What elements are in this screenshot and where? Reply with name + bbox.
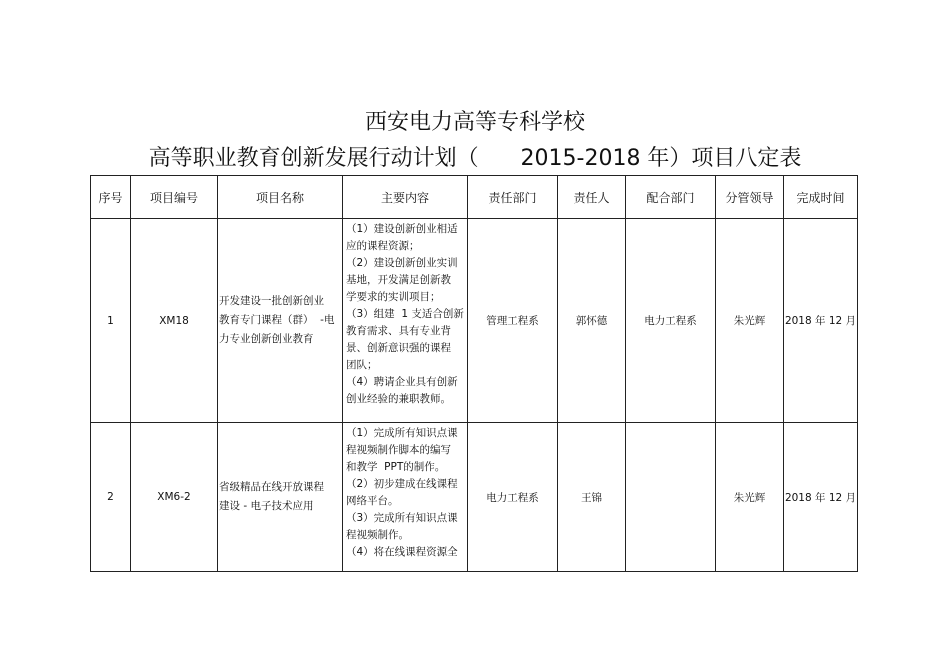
cell-code: XM6-2	[131, 423, 218, 572]
header-leader: 分管领导	[716, 176, 784, 219]
content-line: 应的课程资源；	[346, 240, 420, 252]
project-table	[90, 175, 858, 572]
content-line: （3）组建 1 支适合创新	[346, 308, 464, 320]
content-line: 程视频制作脚本的编写	[346, 444, 451, 456]
cell-content	[343, 423, 468, 572]
cell-name	[218, 423, 343, 572]
name-line: 力专业创新创业教育	[219, 333, 314, 345]
name-line: 开发建设一批创新创业	[219, 295, 324, 307]
table-header-row	[91, 176, 858, 219]
content-line: （1）建设创新创业相适	[346, 223, 458, 235]
cell-owner: 王锦	[558, 423, 626, 572]
header-coop: 配合部门	[626, 176, 716, 219]
cell-dept: 电力工程系	[468, 423, 558, 572]
content-line: 学要求的实训项目；	[346, 291, 441, 303]
content-line: 团队；	[346, 359, 378, 371]
cell-name	[218, 219, 343, 423]
cell-owner: 郭怀德	[558, 219, 626, 423]
content-line: 创业经验的兼职教师。	[346, 393, 451, 405]
header-seq: 序号	[91, 176, 131, 219]
header-code: 项目编号	[131, 176, 218, 219]
cell-dept: 管理工程系	[468, 219, 558, 423]
header-dept: 责任部门	[468, 176, 558, 219]
header-content: 主要内容	[343, 176, 468, 219]
table-row	[91, 219, 858, 423]
cell-seq: 1	[91, 219, 131, 423]
content-line: （4）将在线课程资源全	[346, 546, 458, 558]
cell-content	[343, 219, 468, 423]
content-line: （3）完成所有知识点课	[346, 512, 458, 524]
content-line: 教育需求、具有专业背	[346, 325, 451, 337]
cell-leader: 朱光辉	[716, 219, 784, 423]
content-line: （1）完成所有知识点课	[346, 427, 458, 439]
content-line: 和教学 PPT的制作。	[346, 461, 446, 473]
cell-coop: 电力工程系	[626, 219, 716, 423]
document-subtitle: 高等职业教育创新发展行动计划（ 2015-2018 年）项目八定表	[148, 146, 802, 171]
header-deadline: 完成时间	[784, 176, 858, 219]
table-row	[91, 423, 858, 572]
content-line: 景、创新意识强的课程	[346, 342, 451, 354]
content-line: 网络平台。	[346, 495, 399, 507]
content-line: （2）建设创新创业实训	[346, 257, 458, 269]
cell-deadline: 2018 年 12 月	[784, 423, 858, 572]
cell-code: XM18	[131, 219, 218, 423]
name-line: 教育专门课程（群） -电	[219, 314, 335, 326]
content-line: 基地，开发满足创新教	[346, 274, 451, 286]
cell-leader: 朱光辉	[716, 423, 784, 572]
content-line: （2）初步建成在线课程	[346, 478, 458, 490]
name-line: 省级精品在线开放课程	[219, 481, 324, 493]
content-line: 程视频制作。	[346, 529, 409, 541]
cell-deadline: 2018 年 12 月	[784, 219, 858, 423]
cell-coop	[626, 423, 716, 572]
document-title: 西安电力高等专科学校	[364, 110, 585, 135]
name-line: 建设 - 电子技术应用	[219, 500, 314, 512]
content-line: （4）聘请企业具有创新	[346, 376, 458, 388]
cell-seq: 2	[91, 423, 131, 572]
header-owner: 责任人	[558, 176, 626, 219]
header-name: 项目名称	[218, 176, 343, 219]
